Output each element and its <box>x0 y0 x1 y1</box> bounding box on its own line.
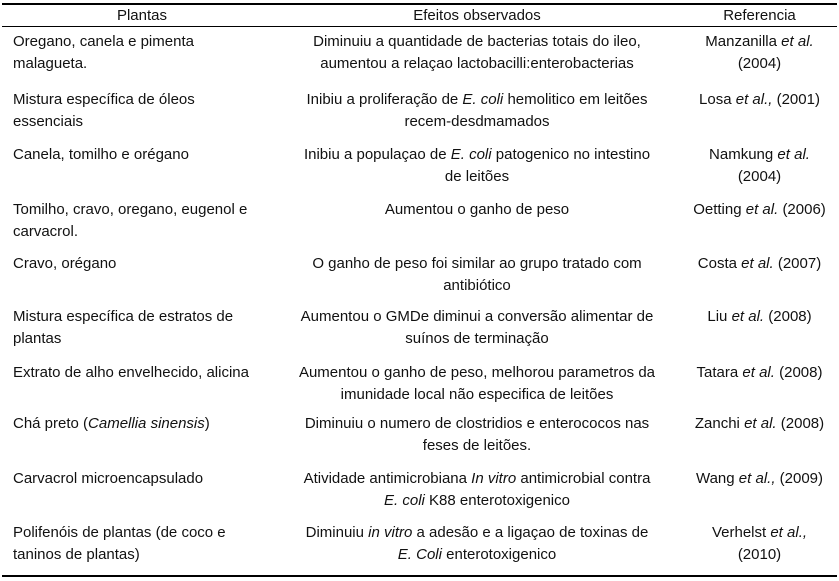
cell-text: ) <box>204 415 210 432</box>
cell-text: Carvacrol microencapsulado <box>13 470 204 487</box>
table-header-rule <box>2 26 837 27</box>
cell-referencia <box>682 199 837 221</box>
cell-text: et al. <box>781 33 814 50</box>
cell-efeitos <box>277 89 677 132</box>
header-efeitos: Efeitos observados <box>413 7 541 24</box>
cell-efeitos <box>277 362 677 405</box>
cell-efeitos <box>277 144 677 187</box>
cell-text: (2008) <box>779 364 823 381</box>
cell-efeitos <box>277 199 677 221</box>
cell-referencia <box>682 306 837 328</box>
cell-text: Inibiu a populaçao de <box>303 146 447 163</box>
cell-text: taninos de plantas) <box>13 545 140 563</box>
cell-text: Namkung <box>709 146 774 163</box>
cell-text: Cravo, orégano <box>13 255 117 272</box>
cell-plantas <box>13 522 275 565</box>
cell-text: et al. <box>741 255 774 272</box>
header-plantas: Plantas <box>116 7 168 24</box>
cell-text: suínos de terminação <box>405 329 549 347</box>
cell-text: E. Coli <box>397 545 442 563</box>
cell-text: carvacrol. <box>13 222 79 240</box>
cell-text: et al. <box>731 308 765 325</box>
cell-efeitos <box>277 468 677 511</box>
cell-plantas <box>13 31 275 74</box>
cell-plantas <box>13 89 275 132</box>
cell-text: (2001) <box>776 91 820 108</box>
cell-text: hemolitico em leitões <box>507 91 648 108</box>
cell-text: in vitro <box>368 524 413 541</box>
cell-text: antibiótico <box>443 276 511 294</box>
cell-plantas <box>13 253 275 275</box>
cell-text: plantas <box>13 329 62 347</box>
cell-text: Manzanilla <box>705 33 777 50</box>
cell-text: (2008) <box>768 308 812 325</box>
cell-text: Verhelst <box>711 524 767 541</box>
cell-referencia <box>682 89 837 111</box>
cell-plantas <box>13 144 275 166</box>
cell-text: Zanchi <box>694 415 740 432</box>
cell-referencia <box>682 31 837 74</box>
cell-text: de leitões <box>444 167 510 185</box>
cell-text: Oregano, canela e pimenta <box>13 33 194 50</box>
cell-text: (2009) <box>779 470 824 487</box>
cell-text: (2004) <box>737 54 782 72</box>
cell-text: Atividade antimicrobiana <box>303 470 467 487</box>
cell-text: Diminuiu a quantidade de bacterias totais do ileo, <box>313 33 641 50</box>
cell-efeitos <box>277 253 677 296</box>
cell-text: In vitro <box>471 470 517 487</box>
cell-text: Losa <box>699 91 732 108</box>
cell-plantas <box>13 306 275 349</box>
cell-text: Polifenóis de plantas (de coco e <box>13 524 226 541</box>
cell-text: E. coli <box>450 146 492 163</box>
cell-text: Aumentou o ganho de peso, melhorou parametros da <box>298 364 656 381</box>
cell-text: (2004) <box>737 167 782 185</box>
cell-text: Diminuiu o numero de clostridios e enterococos nas <box>304 415 650 432</box>
cell-plantas <box>13 199 275 242</box>
cell-text: Tatara <box>696 364 739 381</box>
cell-text: et al., <box>735 91 773 108</box>
cell-text: E. coli <box>462 91 504 108</box>
table-bottom-rule <box>2 575 837 577</box>
cell-text: a adesão e a ligaçao de toxinas de <box>416 524 649 541</box>
cell-text: essenciais <box>13 112 84 130</box>
cell-plantas <box>13 362 275 384</box>
cell-referencia <box>682 413 837 435</box>
cell-text: Tomilho, cravo, oregano, eugenol e <box>13 201 248 218</box>
cell-text: (2008) <box>780 415 825 432</box>
cell-text: Inibiu a proliferação de <box>306 91 459 108</box>
cell-text: Mistura específica de estratos de <box>13 308 234 325</box>
cell-text: feses de leitões. <box>422 436 532 454</box>
cell-text: et al., <box>738 470 776 487</box>
cell-text: Oetting <box>693 201 742 218</box>
cell-text: Extrato de alho envelhecido, alicina <box>13 364 249 381</box>
cell-efeitos <box>277 522 677 565</box>
cell-text: patogenico no intestino <box>495 146 651 163</box>
cell-text: imunidade local não especifica de leitões <box>340 385 614 403</box>
cell-text: et al. <box>777 146 810 163</box>
cell-text: aumentou a relaçao lactobacilli:enterobacterias <box>320 54 634 72</box>
cell-referencia <box>682 362 837 384</box>
cell-efeitos <box>277 31 677 74</box>
cell-referencia <box>682 144 837 187</box>
cell-text: et al. <box>745 201 779 218</box>
cell-text: Costa <box>697 255 737 272</box>
cell-referencia <box>682 468 837 490</box>
cell-text: Mistura específica de óleos <box>13 91 195 108</box>
cell-text: E. coli <box>384 491 425 509</box>
cell-text: Wang <box>695 470 735 487</box>
cell-text: antimicrobial contra <box>520 470 651 487</box>
cell-text: Diminuiu <box>305 524 364 541</box>
cell-text: et al. <box>742 364 775 381</box>
header-referencia: Referencia <box>723 7 796 24</box>
cell-text: recem-desdmamados <box>404 112 550 130</box>
cell-text: Liu <box>707 308 728 325</box>
cell-efeitos <box>277 306 677 349</box>
cell-text: K88 enterotoxigenico <box>429 491 570 509</box>
cell-text: O ganho de peso foi similar ao grupo tratado com <box>312 255 642 272</box>
cell-text: et al., <box>770 524 808 541</box>
cell-text: malagueta. <box>13 54 88 72</box>
cell-efeitos <box>277 413 677 456</box>
cell-referencia <box>682 253 837 275</box>
cell-text: Aumentou o ganho de peso <box>384 201 570 218</box>
table-top-rule <box>2 3 837 5</box>
cell-referencia <box>682 522 837 565</box>
cell-text: (2006) <box>782 201 826 218</box>
cell-text: Camellia sinensis <box>88 415 205 432</box>
cell-text: Aumentou o GMDe diminui a conversão alimentar de <box>300 308 654 325</box>
cell-text: (2007) <box>777 255 822 272</box>
cell-plantas <box>13 413 275 435</box>
cell-plantas <box>13 468 275 490</box>
cell-text: Canela, tomilho e orégano <box>13 146 189 163</box>
cell-text: enterotoxigenico <box>446 545 557 563</box>
cell-text: Chá preto ( <box>13 415 89 432</box>
cell-text: (2010) <box>737 545 782 563</box>
cell-text: et al. <box>744 415 777 432</box>
